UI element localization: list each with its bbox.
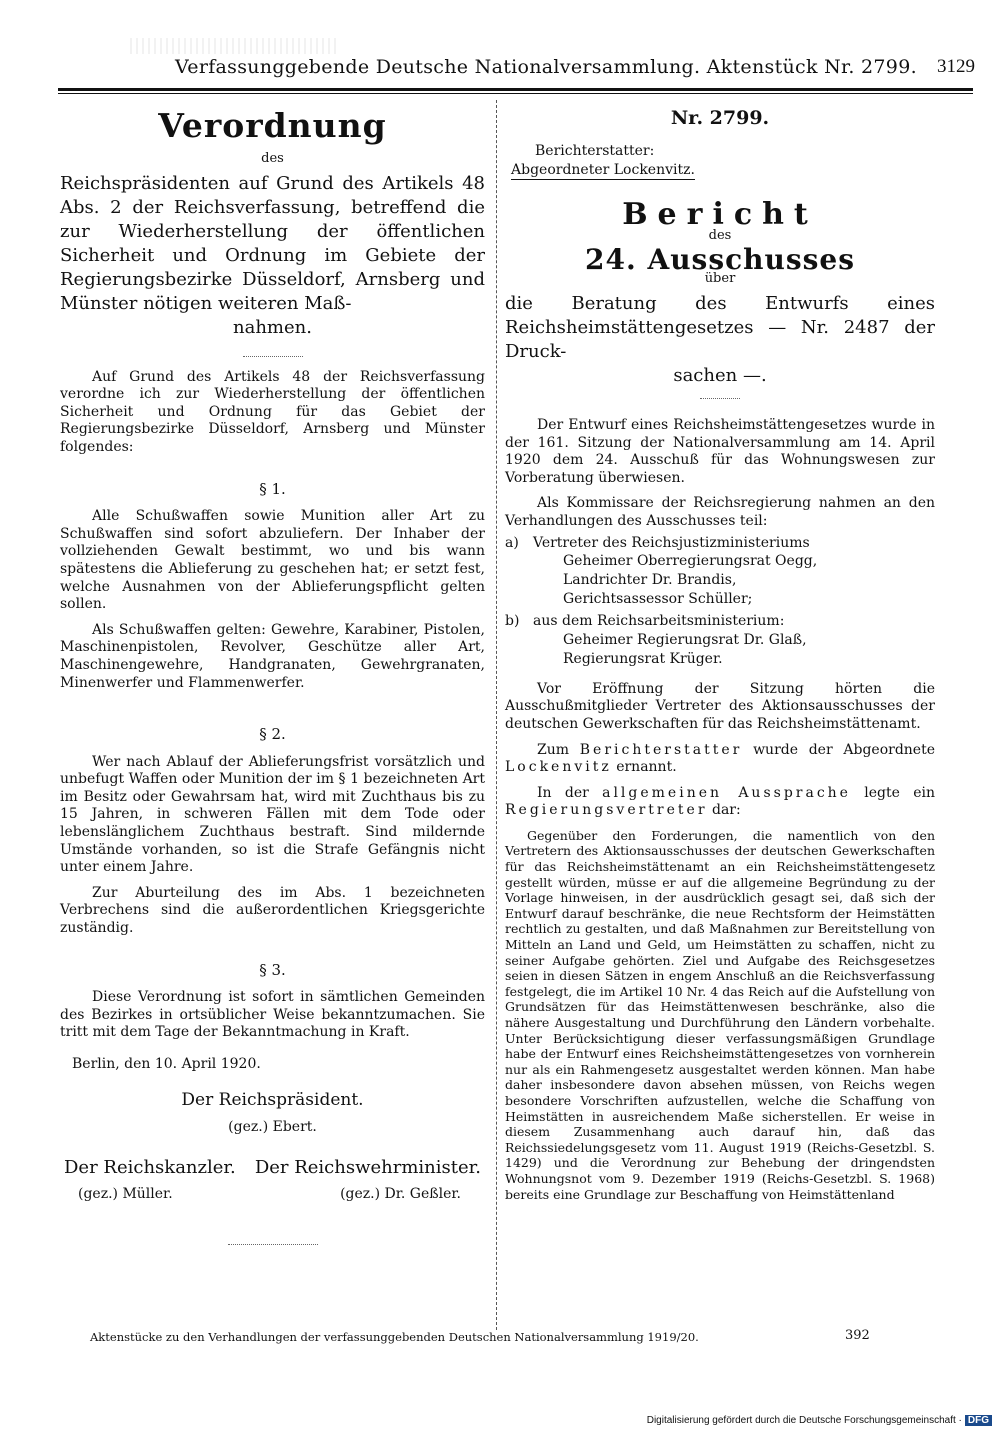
section-1-heading: § 1.: [259, 479, 286, 498]
list-names-b: [505, 631, 935, 669]
signatory-title-president: Der Reichspräsident.: [181, 1089, 364, 1110]
section-2-paragraph-2: Zur Aburteilung des im Abs. 1 bezeichneten Verbrechens sind die außerordentlichen Kriegsgerichte zuständig.: [60, 884, 485, 937]
ordinance-intro: Auf Grund des Artikels 48 der Reichsverfassung verordne ich zur Wiederherstellung der öffentlichen Sicherheit und Ordnung für das Gebiet der Regierungsbezirke Düsseldorf, Arnsberg und Münster folgendes:: [60, 368, 485, 455]
footer-text: Aktenstücke zu den Verhandlungen der verfassunggebenden Deutschen Nationalversammlung 1919/20.: [90, 1330, 699, 1344]
ordinance-subtitle: [60, 172, 485, 340]
p4-part: ernannt.: [616, 759, 677, 776]
name-line: Landrichter Dr. Brandis,: [563, 572, 737, 589]
list-names-a: [505, 552, 935, 609]
left-column: [60, 98, 485, 1257]
header-page-number: 3129: [937, 56, 975, 77]
ordinance-subtitle-text: Reichspräsidenten auf Grund des Artikels 48 Abs. 2 der Reichsverfassung, betreffend die zur Wiederherstellung der öffentlichen Sicherheit und Ordnung im Gebiete der Regierungsbezirke Düsseldorf, Arnsberg und Münster nötigen weiteren Maß-: [60, 172, 485, 314]
p4-part: Zum: [537, 741, 570, 758]
signatory-titles-row: [60, 1156, 485, 1178]
rapporteur-name: Abgeordneter Lockenvitz.: [511, 161, 695, 178]
signatory-name-president: (gez.) Ebert.: [228, 1119, 317, 1136]
section-3-paragraph-1: Diese Verordnung ist sofort in sämtlichen Gemeinden des Bezirkes in ortsüblicher Weise bekanntzumachen. Sie tritt mit dem Tage der Bekanntmachung in Kraft.: [60, 989, 485, 1041]
section-2-paragraph-1: Wer nach Ablauf der Ablieferungsfrist vorsätzlich und unbefugt Waffen oder Munition der im § 1 bezeichneten Art im Besitz oder Gewahrsam hat, wird mit Zuchthaus bis zu 15 Jahren, in schweren Fällen mit dem Tode oder lebenslänglichem Zuchthaus bestraft. Sind mildernde Umstände vorhanden, so ist die Strafe Gefängnis nicht unter einem Jahre.: [60, 753, 485, 876]
rapporteur-block: [505, 142, 935, 180]
dfg-logo: DFG: [965, 1415, 992, 1426]
signatory-title-minister: Der Reichswehrminister.: [254, 1156, 481, 1178]
signatory-names-row: [60, 1186, 485, 1204]
right-column: [505, 98, 935, 1202]
report-ueber: über: [704, 271, 736, 287]
report-topic-last: sachen —.: [673, 364, 767, 386]
p5-part: legte ein: [864, 784, 936, 801]
header-rule-thin: [58, 93, 973, 94]
report-paragraph-6: Gegenüber den Forderungen, die namentlich von den Vertretern des Aktionsausschusses der deutschen Gewerkschaften für das Reichsheimstättenamt an ein Reichsheimstättengesetz gestellt würden, müsse er auf die allgemeine Begründung zu der Vorlage hinweisen, in der ausdrücklich gesagt sei, daß sich der Entwurf darauf beschränke, die neue Rechtsform der Heimstätten rechtlich zu gestalten, und daß Maßnahmen zur Bereitstellung von Mitteln an Land und Geld, um Heimstätten zu schaffen, nicht zu seiner Aufgabe gehörten. Ziel und Aufgabe des Reichsgesetzes seien in diesen Sätzen in engem Anschluß an die Reichsverfassung festgelegt, die im Artikel 10 Nr. 4 das Reich auf die Aufstellung von Grundsätzen für das Heimstättenwesen beschränke, also die nähere Ausgestaltung und Durchführung den Ländern vorbehalte. Unter Berücksichtigung dieser verfassungsmäßigen Grundlage habe der Entwurf eines Reichsheimstättengesetzes von vornherein nur als ein Rahmengesetz ausgestaltet werden können. Man habe daher insbesondere davon absehen müssen, von Reichs wegen besondere Vorschriften aufzustellen, welche die Schaffung von Heimstätten in ausreichendem Maße sicherstellen. Er weise in diesem Zusammenhang auch darauf hin, daß das Reichssiedelungsgesetz vom 11. August 1919 (Reichs-Gesetzbl. S. 1429) und die Verordnung zur Behebung der dringendsten Wohnungsnot vom 9. Dezember 1919 (Reichs-Gesetzbl. S. 1968) bereits eine Grundlage zur Beschaffung von Heimstättenland: [505, 827, 935, 1202]
report-des: des: [708, 228, 732, 244]
rapporteur-label: Berichterstatter:: [535, 142, 655, 159]
name-line: Regierungsrat Krüger.: [563, 650, 723, 667]
name-line: Geheimer Regierungsrat Dr. Glaß,: [563, 631, 807, 648]
section-3-heading: § 3.: [259, 960, 286, 979]
list-text-b: aus dem Reichsarbeitsministerium:: [533, 613, 785, 630]
section-2-heading: § 2.: [259, 725, 286, 744]
report-title: Bericht: [622, 196, 818, 232]
p4-spaced-name: Lockenvitz: [505, 759, 612, 776]
list-item-a: [505, 535, 935, 553]
list-label-b: b): [505, 613, 520, 630]
signatory-title-chancellor: Der Reichskanzler.: [64, 1156, 236, 1178]
p4-part: wurde der Abgeordnete: [753, 741, 935, 758]
p5-spaced: allgemeinen Aussprache: [602, 784, 851, 801]
name-line: Gerichtsassessor Schüller;: [563, 591, 753, 608]
p5-spaced: Regierungsvertreter: [505, 802, 708, 819]
ordinance-date: Berlin, den 10. April 1920.: [72, 1056, 261, 1072]
list-label-a: a): [505, 534, 519, 551]
commissioner-list: [505, 535, 935, 669]
scan-smudge: [130, 38, 340, 54]
report-paragraph-1: Der Entwurf eines Reichsheimstättengesetzes wurde in der 161. Sitzung der Nationalversammlung am 14. April 1920 dem 24. Ausschuß für das Wohnungswesen zur Vorberatung überwiesen.: [505, 416, 935, 486]
report-paragraph-4: [505, 742, 935, 777]
signatory-name-chancellor: (gez.) Müller.: [78, 1186, 173, 1203]
section-1-paragraph-1: Alle Schußwaffen sowie Munition aller Art zu Schußwaffen sind sofort abzuliefern. Der Inhaber der vollziehenden Gewalt bestimmt, wo und bis wann spätestens die Ablieferung zu geschehen hat; er setzt fest, welche Ausnahmen von der Ablieferungspflicht gelten sollen.: [60, 508, 485, 613]
footer-page-number: 392: [845, 1328, 870, 1343]
separator-right: [700, 398, 740, 399]
name-line: Geheimer Oberregierungsrat Oegg,: [563, 553, 818, 570]
list-item-b: [505, 613, 935, 631]
p4-spaced: Berichterstatter: [579, 741, 743, 758]
separator-end: [228, 1244, 318, 1245]
ordinance-subtitle-last: nahmen.: [233, 316, 312, 338]
column-divider: [496, 100, 497, 1330]
p5-part: dar:: [711, 802, 741, 819]
report-paragraph-2: Als Kommissare der Reichsregierung nahmen an den Verhandlungen des Ausschusses teil:: [505, 495, 935, 529]
running-header: [175, 56, 975, 86]
report-paragraph-3: Vor Eröffnung der Sitzung hörten die Ausschußmitglieder Vertreter des Aktionsausschusses der deutschen Gewerkschaften für das Reichsheimstättenamt.: [505, 680, 935, 732]
page-footer: [90, 1330, 890, 1344]
digitization-credit: Digitalisierung gefördert durch die Deutsche Forschungsgemeinschaft · DFG: [647, 1415, 992, 1426]
document-number: Nr. 2799.: [670, 107, 770, 129]
signatory-name-minister: (gez.) Dr. Geßler.: [340, 1186, 461, 1203]
committee-title: 24. Ausschusses: [585, 242, 855, 276]
separator: [243, 356, 303, 357]
p5-part: In der: [537, 784, 589, 801]
report-topic-text: die Beratung des Entwurfs eines Reichsheimstättengesetzes — Nr. 2487 der Druck-: [505, 292, 935, 362]
section-1-paragraph-2: Als Schußwaffen gelten: Gewehre, Karabiner, Pistolen, Maschinenpistolen, Revolver, Geschütze aller Art, Maschinengewehre, Handgranaten, Gewehrgranaten, Minenwerfer und Flammenwerfer.: [60, 621, 485, 691]
report-paragraph-5: [505, 785, 935, 820]
ordinance-title: Verordnung: [158, 106, 387, 145]
report-topic: [505, 292, 935, 388]
list-text-a: Vertreter des Reichsjustizministeriums: [533, 534, 810, 551]
credit-text: Digitalisierung gefördert durch die Deutsche Forschungsgemeinschaft: [646, 1415, 956, 1426]
header-rule: [58, 88, 973, 91]
header-title: Verfassunggebende Deutsche Nationalversammlung. Aktenstück Nr. 2799.: [175, 56, 917, 78]
ordinance-des: des: [261, 151, 284, 166]
